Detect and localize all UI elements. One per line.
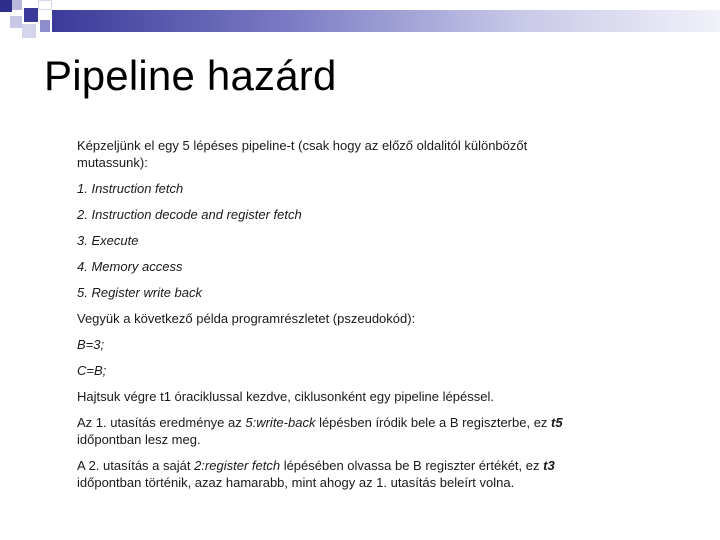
decor-square — [10, 16, 22, 28]
text-span: A 2. utasítás a saját — [77, 458, 195, 473]
slide-body — [77, 137, 577, 500]
text-span: lépésben íródik bele a B regiszterbe, ez — [315, 415, 552, 430]
pipeline-step: 5. Register write back — [77, 285, 202, 300]
time-marker: t3 — [543, 458, 555, 473]
text-span: Az 1. utasítás eredménye az — [77, 415, 246, 430]
code-line: B=3; — [77, 337, 105, 352]
text-span: időpontban történik, azaz hamarabb, mint ahogy az 1. utasítás beleírt volna. — [77, 475, 515, 490]
pipeline-step: 2. Instruction decode and register fetch — [77, 207, 302, 222]
decor-square — [0, 0, 12, 12]
program-intro-text: Vegyük a következő példa programrészletet (pszeudokód): — [77, 311, 416, 326]
explanation-paragraph-2 — [77, 457, 577, 491]
text-span: lépésében olvassa be B regiszter értékét, ez — [280, 458, 544, 473]
decor-square — [12, 0, 22, 10]
decor-square — [40, 20, 50, 32]
explanation-paragraph-1 — [77, 414, 577, 448]
pipeline-step: 3. Execute — [77, 233, 139, 248]
header-gradient-bar — [52, 10, 720, 32]
time-marker: t5 — [551, 415, 563, 430]
emphasis-text: 5:write-back — [245, 415, 316, 430]
pipeline-step: 1. Instruction fetch — [77, 181, 184, 196]
decor-square — [22, 24, 36, 38]
decor-square — [38, 0, 52, 10]
execution-text: Hajtsuk végre t1 óraciklussal kezdve, ciklusonként egy pipeline lépéssel. — [77, 389, 494, 404]
slide-title: Pipeline hazárd — [44, 52, 337, 99]
header-decoration — [0, 0, 720, 42]
emphasis-text: 2:register fetch — [194, 458, 281, 473]
intro-text: Képzeljünk el egy 5 lépéses pipeline-t (csak hogy az előző oldalitól különbözőt mutassunk): — [77, 138, 528, 170]
text-span: időpontban lesz meg. — [77, 432, 201, 447]
code-line: C=B; — [77, 363, 107, 378]
decor-square — [24, 8, 38, 22]
pipeline-step: 4. Memory access — [77, 259, 183, 274]
